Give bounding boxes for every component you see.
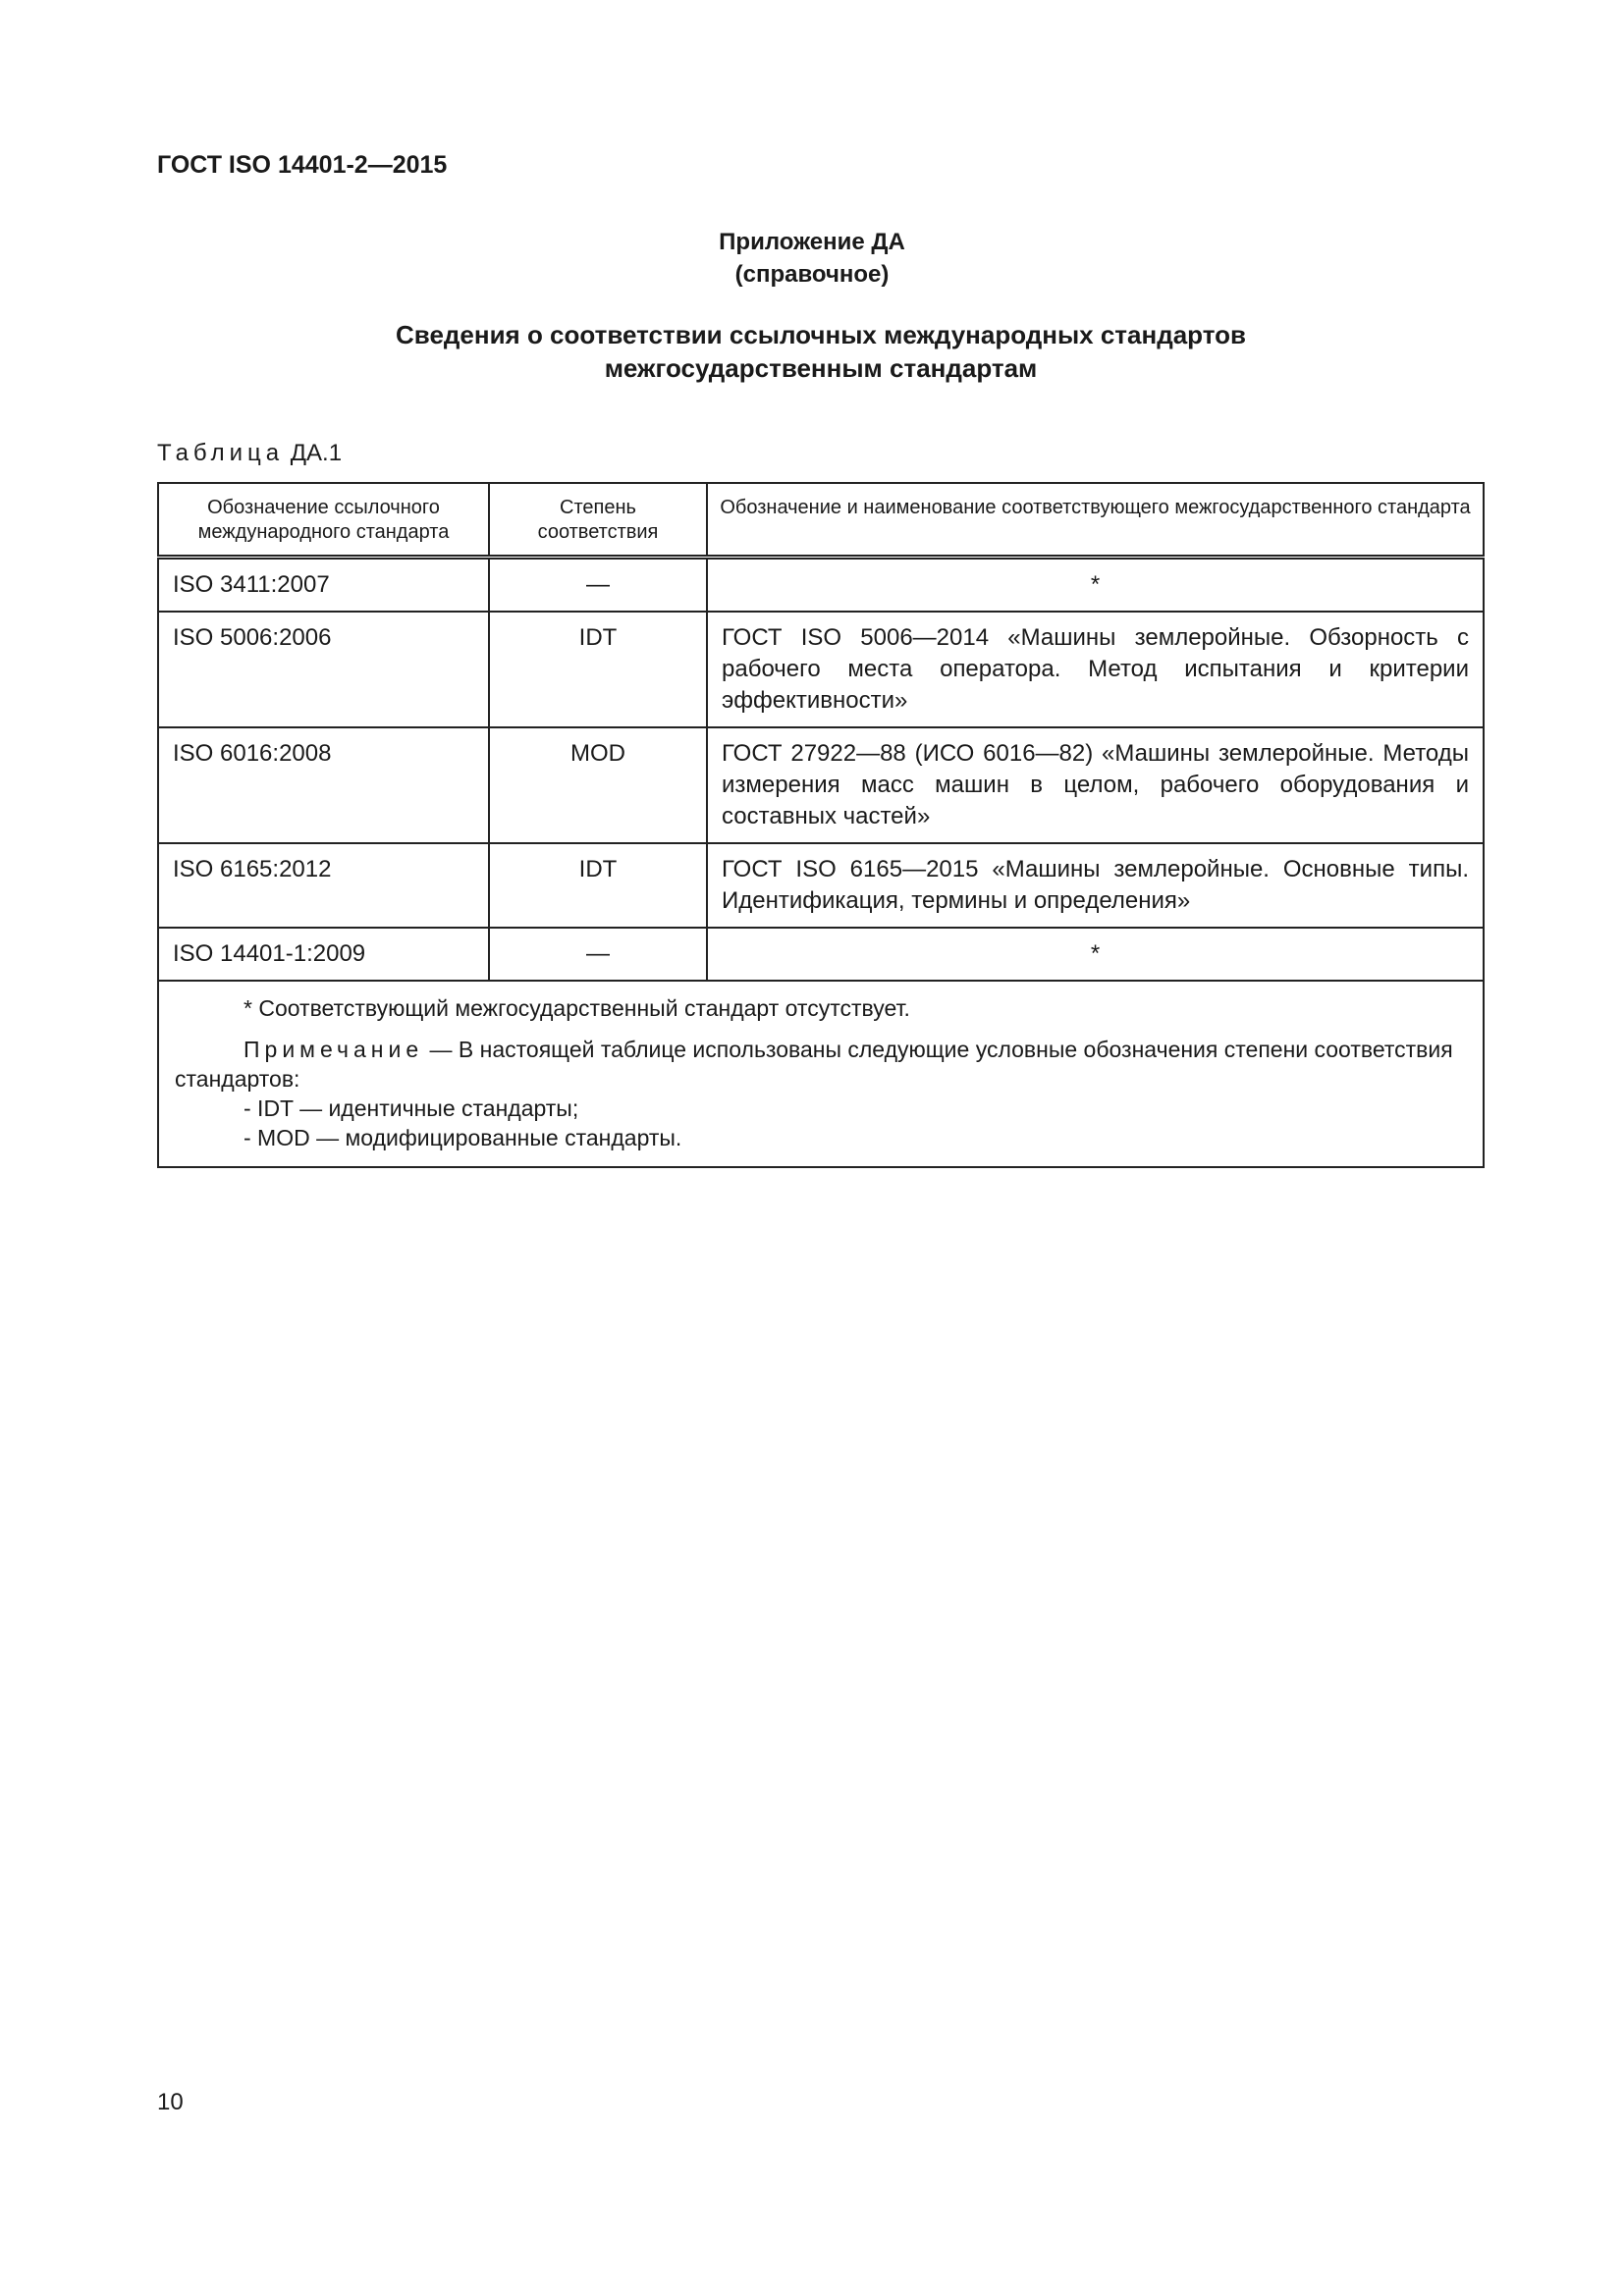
table-caption-number: ДА.1 (290, 440, 343, 466)
page-number: 10 (157, 2089, 184, 2115)
note-label: Примечание (244, 1037, 424, 1062)
header-interstate-standard: Обозначение и наименование соответствующего межгосударственного стандарта (707, 483, 1484, 558)
table-row (158, 928, 1484, 981)
cell-degree: IDT (489, 612, 707, 727)
cell-degree: — (489, 928, 707, 981)
section-title (157, 318, 1485, 385)
correspondence-table (157, 482, 1485, 1168)
cell-ref: ISO 6016:2008 (158, 727, 489, 843)
table-caption (157, 440, 342, 467)
footnote: * Соответствующий межгосударственный стандарт отсутствует. (244, 995, 910, 1021)
section-title-line-2: межгосударственным стандартам (604, 353, 1038, 383)
table-caption-word: Таблица (157, 440, 285, 466)
cell-ref: ISO 6165:2012 (158, 843, 489, 928)
annex-heading (0, 226, 1624, 291)
cell-degree: — (489, 558, 707, 613)
cell-ref: ISO 5006:2006 (158, 612, 489, 727)
table-row (158, 843, 1484, 928)
header-degree: Степень соответствия (489, 483, 707, 558)
table-row (158, 558, 1484, 613)
cell-standard: * (707, 558, 1484, 613)
section-title-line-1: Сведения о соответствии ссылочных международных стандартов (396, 320, 1246, 349)
cell-degree: IDT (489, 843, 707, 928)
cell-standard: ГОСТ ISO 5006—2014 «Машины землеройные. Обзорность с рабочего места оператора. Метод испытания и критерии эффективности» (707, 612, 1484, 727)
note (175, 1035, 1467, 1094)
note-item-idt: - IDT — идентичные стандарты; (244, 1095, 579, 1121)
header-ref-standard: Обозначение ссылочного международного стандарта (158, 483, 489, 558)
cell-standard: * (707, 928, 1484, 981)
table-row (158, 727, 1484, 843)
annex-kind: (справочное) (734, 261, 890, 288)
document-code: ГОСТ ISO 14401-2—2015 (157, 151, 448, 179)
table-notes-row (158, 981, 1484, 1167)
note-text: — В настоящей таблице использованы следующие условные обозначения степени соответствия стандартов: (175, 1037, 1453, 1092)
cell-ref: ISO 3411:2007 (158, 558, 489, 613)
annex-title: Приложение ДА (719, 229, 905, 255)
table-notes (158, 981, 1484, 1167)
table-row (158, 612, 1484, 727)
note-item-mod: - MOD — модифицированные стандарты. (244, 1125, 682, 1150)
cell-standard: ГОСТ 27922—88 (ИСО 6016—82) «Машины землеройные. Методы измерения масс машин в целом, рабочего оборудования и составных частей» (707, 727, 1484, 843)
cell-degree: MOD (489, 727, 707, 843)
table-header-row (158, 483, 1484, 558)
cell-ref: ISO 14401-1:2009 (158, 928, 489, 981)
cell-standard: ГОСТ ISO 6165—2015 «Машины землеройные. Основные типы. Идентификация, термины и определения» (707, 843, 1484, 928)
